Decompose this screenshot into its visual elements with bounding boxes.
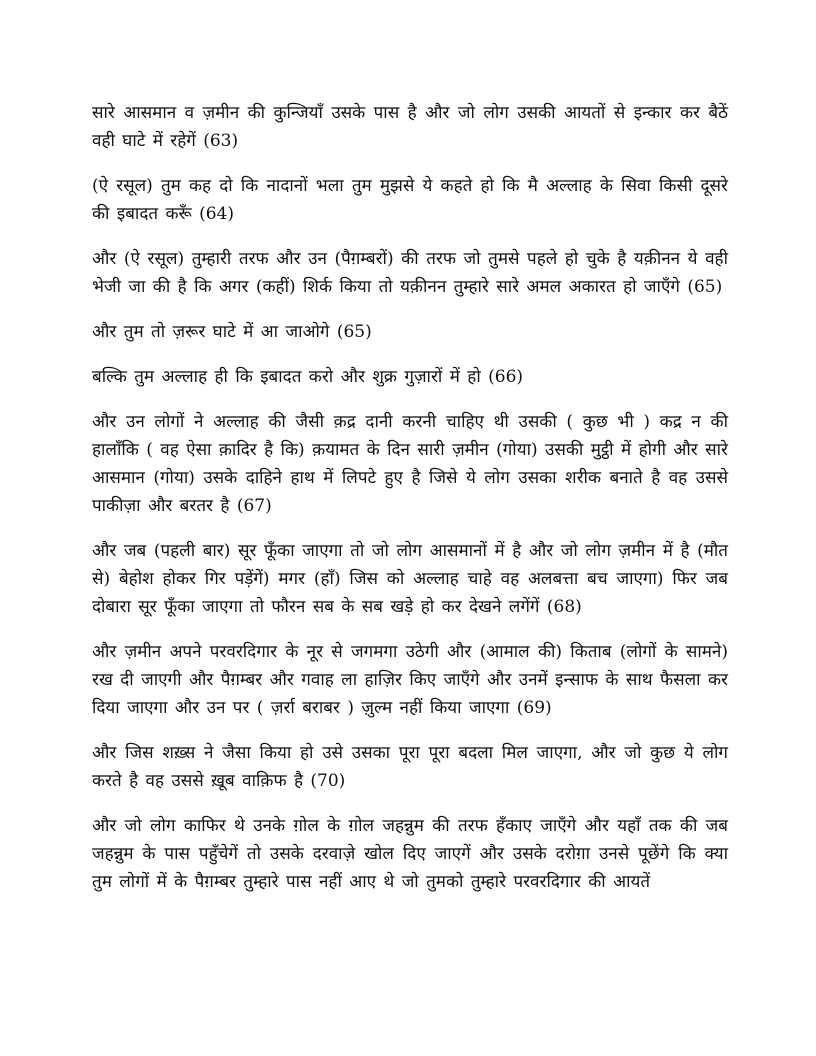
text-paragraph-verse-66: बल्कि तुम अल्लाह ही कि इबादत करो और शुक्र गुज़ारों में हो (66) (92, 367, 524, 387)
text-paragraph-verse-70: और जिस शख़्स ने जैसा किया हो उसे उसका पूरा पूरा बदला मिल जाएगा, और जो कुछ ये लोग करते है वह उससे ख़ूब वाक़िफ है (70) (92, 743, 728, 791)
page-content (92, 99, 728, 896)
text-paragraph-verse-64: (ऐ रसूल) तुम कह दो कि नादानों भला तुम मुझसे ये कहते हो कि मै अल्लाह के सिवा किसी दूसरे की इबादत करूँ (64) (92, 176, 728, 224)
text-paragraph-verse-69: और ज़मीन अपने परवरदिगार के नूर से जगमगा उठेगी और (आमाल की) किताब (लोगों के सामने) रख दी जाएगी और पैग़म्बर और गवाह ला हाज़िर किए जाएँगे और उनमें इन्साफ के साथ फैसला कर दिया जाएगा और उन पर ( ज़र्रा बराबर ) ज़ुल्म नहीं किया जाएगा (69) (92, 642, 728, 718)
text-paragraph-verse-63: सारे आसमान व ज़मीन की कुन्जियाँ उसके पास है और जो लोग उसकी आयतों से इन्कार कर बैठें वही घाटे में रहेगें (63) (92, 103, 728, 151)
text-paragraph-verse-65b: और तुम तो ज़रूर घाटे में आ जाओगे (65) (92, 322, 372, 342)
text-paragraph-verse-65a: और (ऐ रसूल) तुम्हारी तरफ और उन (पैग़म्बरों) की तरफ जो तुमसे पहले हो चुके है यक़ीनन ये वही भेजी जा की है कि अगर (कहीं) शिर्क किया तो यक़ीनन तुम्हारे सारे अमल अकारत हो जाएँगे (65) (92, 249, 728, 297)
text-paragraph-verse-71-partial: और जो लोग काफिर थे उनके ग़ोल के ग़ोल जहन्नुम की तरफ हँकाए जाएँगे और यहाँ तक की जब जहन्नुम के पास पहुँचेगें तो उसके दरवाज़े खोल दिए जाएगें और उसके दरोग़ा उनसे पूछेंगे कि क्या तुम लोगों में के पैग़म्बर तुम्हारे पास नहीं आए थे जो तुमको तुम्हारे परवरदिगार की आयतें (92, 816, 728, 892)
text-paragraph-verse-68: और जब (पहली बार) सूर फूँका जाएगा तो जो लोग आसमानों में है और जो लोग ज़मीन में है (मौत से) बेहोश होकर गिर पड़ेंगें) मगर (हाँ) जिस को अल्लाह चाहे वह अलबत्ता बच जाएगा) फिर जब दोबारा सूर फूँका जाएगा तो फौरन सब के सब खड़े हो कर देखने लगेंगें (68) (92, 541, 728, 617)
text-paragraph-verse-67: और उन लोगों ने अल्लाह की जैसी क़द्र दानी करनी चाहिए थी उसकी ( कुछ भी ) कद्र न की हालाँकि ( वह ऐसा क़ादिर है कि) क़यामत के दिन सारी ज़मीन (गोया) उसकी मुट्ठी में होगी और सारे आसमान (गोया) उसके दाहिने हाथ में लिपटे हुए है जिसे ये लोग उसका शरीक बनाते है वह उससे पाकीज़ा और बरतर है (67) (92, 412, 728, 516)
